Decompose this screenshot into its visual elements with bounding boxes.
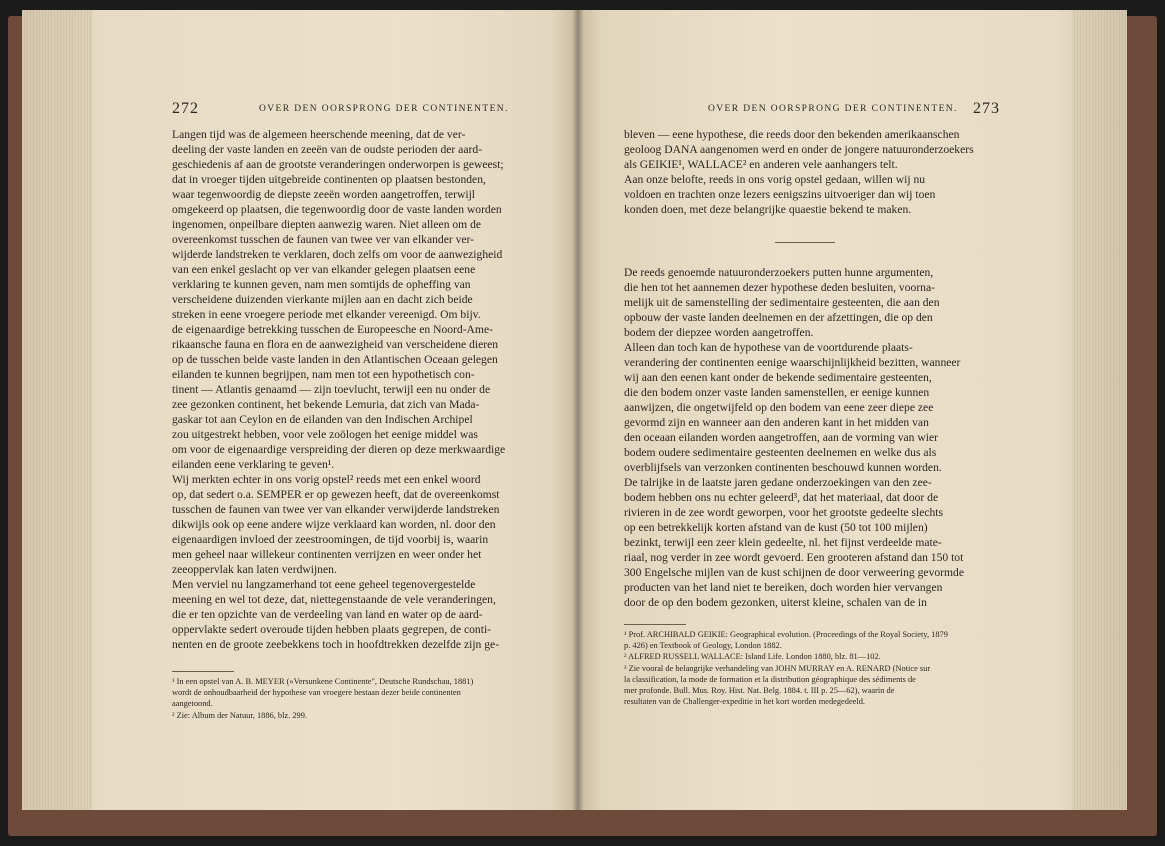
text-line: rikaansche fauna en flora en de aanwezigheid van verscheidene dieren (172, 338, 499, 351)
section-divider (775, 242, 835, 243)
text-line: eigenaardigen invloed der zeestroomingen, de tijd voorbij is, waarin (172, 533, 489, 546)
text-line: geschiedenis af aan de grootste veranderingen onderworpen is geweest; (172, 158, 504, 171)
text-line: melijk uit de samenstelling der sedimentaire gesteenten, die aan den (624, 296, 940, 309)
text-line: Men verviel nu langzamerhand tot eene geheel tegenovergestelde (172, 578, 476, 591)
text-line: verklaring te kunnen geven, nam men somtijds de opheffing van (172, 278, 471, 291)
footnote-line: ¹ Prof. ARCHIBALD GEIKIE: Geographical evolution. (Proceedings of the Royal Society, 1879 (624, 630, 948, 639)
text-line: gaskar tot aan Ceylon en de eilanden van den Indischen Archipel (172, 413, 473, 426)
text-line: opbouw der vaste landen deelnemen en der afzettingen, die op den (624, 311, 933, 324)
text-line: tinent — Atlantis genaamd — zijn toevlucht, terwijl een nu onder de (172, 383, 491, 396)
text-line: bodem oudere sedimentaire gesteenten deelnemen en welke dus als (624, 446, 937, 459)
text-line: Alleen dan toch kan de hypothese van de voortdurende plaats- (624, 341, 913, 354)
text-line: bodem der diepzee worden aangetroffen. (624, 326, 814, 339)
running-head-right: OVER DEN OORSPRONG DER CONTINENTEN. (708, 104, 958, 114)
text-line: streken in eene vroegere periode met elkander vereenigd. Om bijv. (172, 308, 481, 321)
text-line: rivieren in de zee wordt geworpen, voor het grootste gedeelte slechts (624, 506, 944, 519)
text-line: den oceaan eilanden worden aangetroffen, aan de vorming van wier (624, 431, 938, 444)
text-line: eilanden eene verklaring te geven¹. (172, 458, 335, 471)
page-number-left: 272 (172, 100, 199, 117)
text-line: de eigenaardige betrekking tusschen de Europeesche en Noord-Ame- (172, 323, 493, 336)
text-line: waar tegenwoordig de diepste zeeën worden aangetroffen, terwijl (172, 188, 476, 201)
text-line: tusschen de faunen van twee ver van elkander verwijderde landstreken (172, 503, 500, 516)
footnote-line: p. 426) en Textbook of Geology, London 1882. (624, 641, 782, 651)
text-line: zee gezonken continent, het bekende Lemuria, dat zich van Mada- (172, 398, 480, 411)
footnote-line: ² Zie: Album der Natuur, 1886, blz. 299. (172, 710, 307, 720)
footnote-line: la classification, la mode de formation et la distribution géographique des sédiments de (624, 674, 916, 684)
text-line: die hen tot het aannemen dezer hypothese deden besluiten, voorna- (624, 281, 935, 294)
running-head-left: OVER DEN OORSPRONG DER CONTINENTEN. (259, 104, 509, 114)
footnote-line: ¹ In een opstel van A. B. MEYER (»Versunkene Continente", Deutsche Rundschau, 1881) (172, 677, 474, 686)
text-line: op, dat sedert o.a. SEMPER er op gewezen heeft, dat de overeenkomst (172, 488, 500, 501)
text-line: bezinkt, terwijl een zeer klein gedeelte, nl. het fijnst verdeelde mate- (624, 536, 942, 549)
text-line: op een betrekkelijk korten afstand van de kust (50 tot 100 mijlen) (624, 521, 928, 534)
text-line: Aan onze belofte, reeds in ons vorig opstel gedaan, willen wij nu (624, 173, 926, 186)
text-line: op de tusschen beide vaste landen in den Atlantischen Oceaan gelegen (172, 353, 498, 366)
text-line: overeenkomst tusschen de faunen van twee ver van elkander ver- (172, 233, 475, 246)
text-line: aanwijzen, die ongetwijfeld op den bodem van eene zeer diepe zee (624, 401, 934, 414)
text-line: wij aan den eenen kant onder de bekende sedimentaire gesteenten, (624, 371, 932, 384)
footnote-line: ² ALFRED RUSSELL WALLACE: Island Life. London 1880, blz. 81—102. (624, 652, 881, 662)
text-line: verandering der continenten eenige waarschijnlijkheid bezitten, wanneer (624, 356, 961, 369)
text-line: nenten en de groote zeebekkens toch in hoofdtrekken dezelfde zijn ge- (172, 638, 500, 651)
text-line: bleven — eene hypothese, die reeds door den bekenden amerikaanschen (624, 128, 960, 141)
text-line: Wij merkten echter in ons vorig opstel² reeds met een enkel woord (172, 473, 481, 486)
text-line: ingenomen, onpeilbare diepten aanwezig waren. Niet alleen om de (172, 218, 482, 231)
text-line: omgekeerd op plaatsen, die tegenwoordig door de vaste landen worden (172, 203, 502, 216)
text-line: verscheidene duizenden vierkante mijlen aan en dacht zich beide (172, 293, 473, 306)
footnote-line: resultaten van de Challenger-expeditie in het kort worden medegedeeld. (624, 697, 865, 707)
text-line: overblijfsels van verzonken continenten beschouwd kunnen worden. (624, 461, 942, 474)
text-line: deeling der vaste landen en zeeën van de oudste perioden der aard- (172, 143, 482, 156)
text-line: oppervlakte sedert overoude tijden hebben plaats gegrepen, de conti- (172, 623, 492, 636)
text-line: riaal, nog verder in zee wordt gevoerd. Een grooteren afstand dan 150 tot (624, 551, 964, 564)
text-line: die er ten opzichte van de verdeeling van land en water op de aard- (172, 608, 483, 621)
text-line: om voor de eigenaardige verspreiding der dieren op deze merkwaardige (172, 443, 506, 456)
footnote-line: mer profonde. Bull. Mus. Roy. Hist. Nat. Belg. 1884. t. III p. 25—62), waarin de (624, 686, 895, 695)
text-line: dat in vroeger tijden uitgebreide continenten op plaatsen bestonden, (172, 173, 486, 186)
text-line: voldoen en trachten onze lezers eenigszins uitvoeriger dan wij toen (624, 188, 936, 201)
text-line: Langen tijd was de algemeen heerschende meening, dat de ver- (172, 128, 466, 141)
text-line: zeeoppervlak kan laten verdwijnen. (172, 563, 337, 576)
text-line: 300 Engelsche mijlen van de kust schijnen de door verweering gevormde (624, 566, 964, 579)
footnote-line: aangetoond. (172, 699, 213, 709)
footnote-line: ³ Zie vooral de belangrijke verhandeling van JOHN MURRAY en A. RENARD (Notice sur (624, 663, 931, 673)
page-number-right: 273 (973, 100, 1000, 117)
text-line: bodem hebben ons nu echter geleerd³, dat het materiaal, dat door de (624, 491, 939, 504)
text-line: eilanden te kunnen begrijpen, nam men tot een hypothetisch con- (172, 368, 475, 381)
text-line: dikwijls ook op eene andere wijze verklaard kan worden, nl. door den (172, 518, 496, 531)
text-line: geoloog DANA aangenomen werd en onder de jongere natuuronderzoekers (624, 143, 974, 156)
text-line: die den bodem onzer vaste landen samenstellen, er eenige kunnen (624, 386, 930, 399)
text-line: wijderde landstreken te verklaren, doch zelfs om voor de aanwezigheid (172, 248, 503, 261)
text-line: gevormd zijn en wanneer aan den anderen kant in het midden van (624, 416, 929, 429)
footnote-rule-right (624, 624, 686, 625)
text-line: van een enkel geslacht op ver van elkander gelegen plaatsen eene (172, 263, 476, 276)
text-line: men geheel naar willekeur continenten verrijzen en weer onder het (172, 548, 482, 561)
text-line: producten van het land niet te bereiken, doch worden hier vervangen (624, 581, 943, 594)
text-line: meening en wel tot deze, dat, niettegenstaande de vele veranderingen, (172, 593, 496, 606)
text-line: De reeds genoemde natuuronderzoekers putten hunne argumenten, (624, 266, 934, 279)
text-line: konden doen, met deze belangrijke quaestie bekend te maken. (624, 203, 912, 216)
text-line: door de op den bodem gezonken, uiterst kleine, schalen van de in (624, 596, 927, 609)
footnote-rule-left (172, 671, 234, 672)
text-line: zou uitgestrekt hebben, voor vele zoölogen het eenige middel was (172, 428, 478, 441)
text-line: als GEIKIE¹, WALLACE² en anderen vele aanhangers telt. (624, 158, 898, 171)
text-line: De talrijke in de laatste jaren gedane onderzoekingen van den zee- (624, 476, 932, 489)
footnote-line: wordt de onhoudbaarheid der hypothese van vroegere bestaan dezer beide continenten (172, 688, 461, 698)
